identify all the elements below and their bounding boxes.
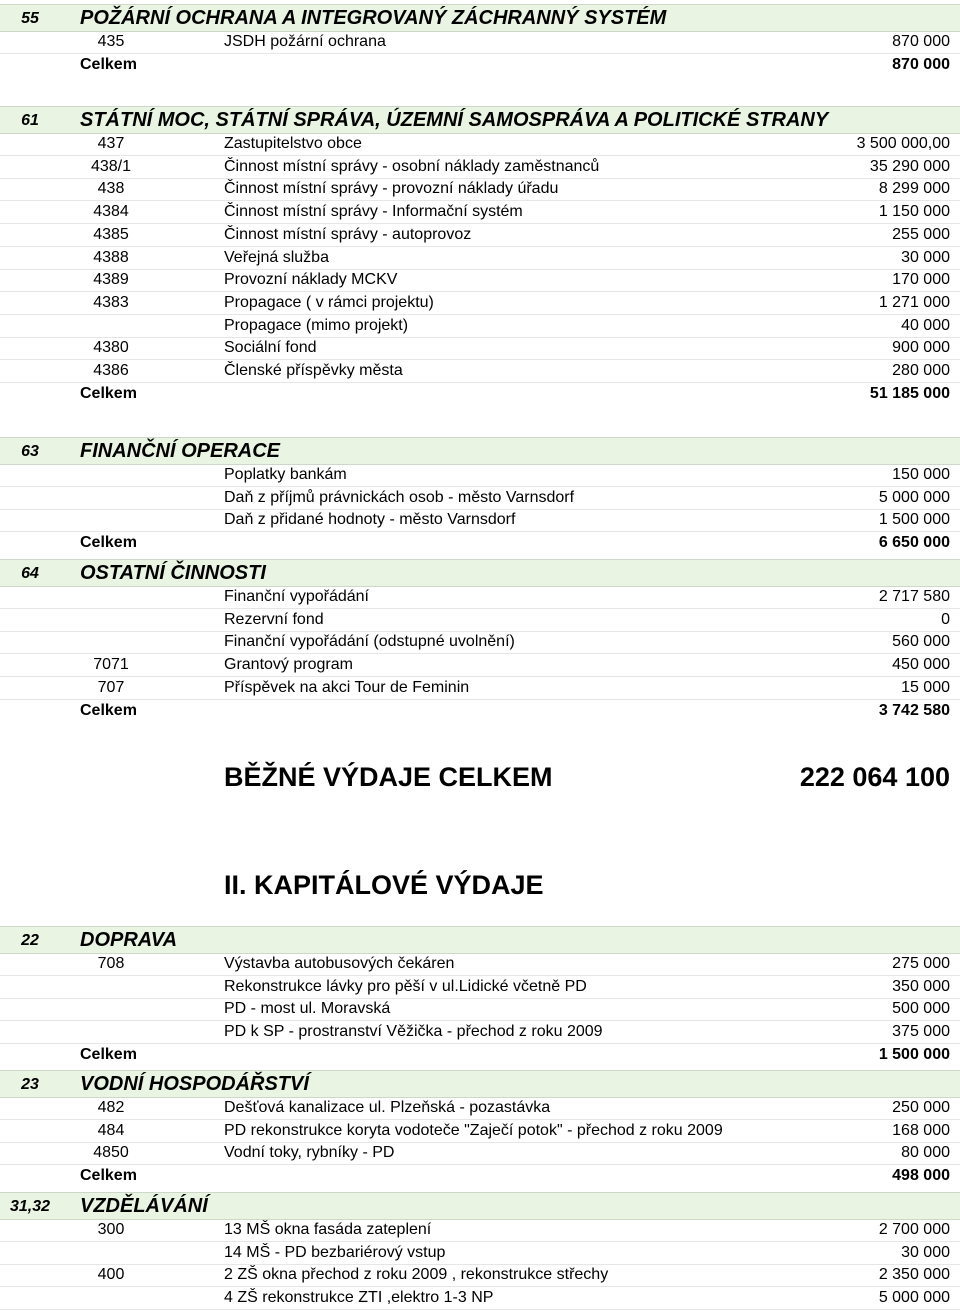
item-description: Členské příspěvky města [224,362,403,379]
item-description: Příspěvek na akci Tour de Feminin [224,678,470,696]
item-amount: 2 350 000 [878,1266,950,1284]
item-description: PD rekonstrukce koryta vodoteče "Zaječí potok" - přechod z roku 2009 [224,1121,723,1139]
grand-total [0,760,960,800]
item-amount: 3 500 000,00 [856,135,950,152]
section-total [0,1165,960,1187]
section-title: VZDĚLÁVÁNÍ [80,1195,208,1217]
total-amount: 1 500 000 [878,1045,950,1063]
item-description: Daň z přidané hodnoty - město Varnsdorf [224,511,516,529]
item-code: 300 [97,1221,125,1238]
budget-row [0,464,960,487]
section-header [0,1192,960,1220]
item-description: Finanční vypořádání (odstupné uvolnění) [224,633,515,651]
budget-row [0,677,960,700]
section-total [0,383,960,405]
item-code: 4383 [93,293,129,311]
total-label: Celkem [80,1045,137,1063]
item-amount: 1 271 000 [878,293,950,311]
item-description: Rekonstrukce lávky pro pěší v ul.Lidické včetně PD [224,977,587,995]
item-amount: 375 000 [892,1023,950,1041]
item-amount: 1 150 000 [878,203,950,221]
item-amount: 900 000 [892,339,950,357]
item-code: 438/1 [90,157,132,175]
budget-row [0,1264,960,1287]
section-total [0,1044,960,1066]
total-amount: 51 185 000 [869,384,950,402]
total-amount: 3 742 580 [878,701,950,719]
item-code: 4380 [93,339,129,357]
budget-row [0,247,960,270]
item-description: PD - most ul. Moravská [224,1000,391,1018]
item-amount: 350 000 [892,977,950,995]
budget-row [0,337,960,360]
total-label: Celkem [80,55,137,73]
budget-row [0,609,960,632]
item-amount: 35 290 000 [869,157,950,175]
capital-expenses-title: II. KAPITÁLOVÉ VÝDAJE [224,870,544,900]
budget-row [0,953,960,976]
section-total [0,700,960,722]
item-amount: 1 500 000 [878,511,950,529]
budget-row [0,133,960,156]
section-number: 31,32 [9,1198,51,1215]
budget-row [0,178,960,201]
item-amount: 500 000 [892,1000,950,1018]
item-amount: 2 700 000 [878,1221,950,1238]
total-label: Celkem [80,701,137,719]
item-code: 484 [97,1121,125,1139]
item-description: JSDH požární ochrana [224,33,386,50]
item-amount: 870 000 [892,33,950,50]
section-title: VODNÍ HOSPODÁŘSTVÍ [80,1073,309,1095]
item-amount: 30 000 [901,248,950,266]
item-code: 7071 [93,656,129,674]
item-description: 2 ZŠ okna přechod z roku 2009 , rekonstrukce střechy [224,1266,609,1284]
item-description: Poplatky bankám [224,466,347,483]
item-amount: 150 000 [892,466,950,483]
budget-row [0,1287,960,1310]
section-title: STÁTNÍ MOC, STÁTNÍ SPRÁVA, ÚZEMNÍ SAMOSPRÁVA A POLITICKÉ STRANY [80,109,829,131]
budget-row [0,360,960,383]
section-header [0,1070,960,1098]
item-description: Dešťová kanalizace ul. Plzeňská - pozastávka [224,1099,551,1116]
budget-row [0,201,960,224]
item-code: 400 [97,1266,125,1284]
section-total [0,54,960,76]
item-amount: 30 000 [901,1243,950,1261]
budget-row [0,586,960,609]
budget-row [0,1120,960,1143]
item-amount: 40 000 [901,316,950,334]
item-amount: 450 000 [892,656,950,674]
item-amount: 280 000 [892,362,950,379]
section-header [0,926,960,954]
item-code: 4389 [93,271,129,289]
item-description: Vodní toky, rybníky - PD [224,1144,395,1162]
item-description: Činnost místní správy - autoprovoz [224,225,472,243]
section-header [0,437,960,465]
section-number: 61 [21,112,39,129]
budget-row [0,315,960,338]
section-title: FINANČNÍ OPERACE [80,440,281,462]
item-code: 4386 [93,362,129,379]
item-amount: 80 000 [901,1144,950,1162]
item-description: Propagace ( v rámci projektu) [224,293,434,311]
item-code: 707 [97,678,125,696]
section-total [0,532,960,554]
budget-row [0,1097,960,1120]
budget-row [0,654,960,677]
item-amount: 5 000 000 [878,488,950,506]
item-description: Grantový program [224,656,353,674]
section-number: 55 [21,10,39,27]
item-description: Výstavba autobusových čekáren [224,955,455,972]
total-amount: 6 650 000 [878,534,950,552]
item-amount: 168 000 [892,1121,950,1139]
item-description: Provozní náklady MCKV [224,271,398,289]
item-code: 482 [97,1099,125,1116]
budget-row [0,1219,960,1242]
budget-row [0,31,960,54]
budget-row [0,487,960,510]
item-description: Veřejná služba [224,248,329,266]
budget-row [0,1142,960,1165]
item-code: 4388 [93,248,129,266]
section-number: 23 [21,1076,39,1093]
section-header [0,106,960,134]
budget-row [0,631,960,654]
item-amount: 0 [941,610,950,628]
budget-row [0,156,960,179]
section-title: DOPRAVA [80,929,178,951]
item-amount: 170 000 [892,271,950,289]
item-description: Daň z příjmů právnickách osob - město Varnsdorf [224,488,575,506]
total-label: Celkem [80,1167,137,1185]
budget-row [0,509,960,532]
budget-row [0,976,960,999]
total-label: Celkem [80,534,137,552]
item-description: Propagace (mimo projekt) [224,316,409,334]
item-amount: 2 717 580 [878,588,950,605]
item-code: 708 [97,955,125,972]
item-description: Rezervní fond [224,610,324,628]
item-description: Zastupitelstvo obce [224,135,362,152]
item-amount: 5 000 000 [878,1289,950,1307]
item-code: 438 [97,180,125,198]
section-number: 63 [21,443,39,460]
total-amount: 498 000 [892,1167,950,1185]
item-code: 4385 [93,225,129,243]
section-number: 64 [21,565,39,582]
item-amount: 275 000 [892,955,950,972]
item-code: 437 [97,135,125,152]
item-description: 4 ZŠ rekonstrukce ZTI ,elektro 1-3 NP [224,1289,494,1307]
item-description: PD k SP - prostranství Věžička - přechod z roku 2009 [224,1023,603,1041]
budget-row [0,224,960,247]
item-description: 13 MŠ okna fasáda zateplení [224,1221,432,1238]
total-amount: 870 000 [892,55,950,73]
budget-row [0,1021,960,1044]
grand-total-label: BĚŽNÉ VÝDAJE CELKEM [224,762,553,792]
item-code: 4384 [93,203,129,221]
item-description: Činnost místní správy - Informační systém [224,203,523,221]
item-amount: 15 000 [901,678,950,696]
section-title: POŽÁRNÍ OCHRANA A INTEGROVANÝ ZÁCHRANNÝ SYSTÉM [80,7,667,29]
item-amount: 560 000 [892,633,950,651]
capital-expenses-heading [0,868,960,908]
item-description: Finanční vypořádání [224,588,369,605]
item-description: Činnost místní správy - osobní náklady zaměstnanců [224,157,600,175]
item-description: 14 MŠ - PD bezbariérový vstup [224,1243,446,1261]
item-amount: 8 299 000 [878,180,950,198]
section-header [0,4,960,32]
item-code: 4850 [93,1144,129,1162]
section-header [0,559,960,587]
section-number: 22 [21,932,39,949]
total-label: Celkem [80,384,137,402]
item-code: 435 [97,33,125,50]
budget-row [0,1242,960,1265]
section-title: OSTATNÍ ČINNOSTI [80,562,266,584]
budget-row [0,269,960,292]
grand-total-amount: 222 064 100 [799,762,950,792]
budget-row [0,292,960,315]
budget-row [0,998,960,1021]
item-amount: 250 000 [892,1099,950,1116]
item-description: Činnost místní správy - provozní náklady úřadu [224,180,559,198]
item-amount: 255 000 [892,225,950,243]
item-description: Sociální fond [224,339,317,357]
